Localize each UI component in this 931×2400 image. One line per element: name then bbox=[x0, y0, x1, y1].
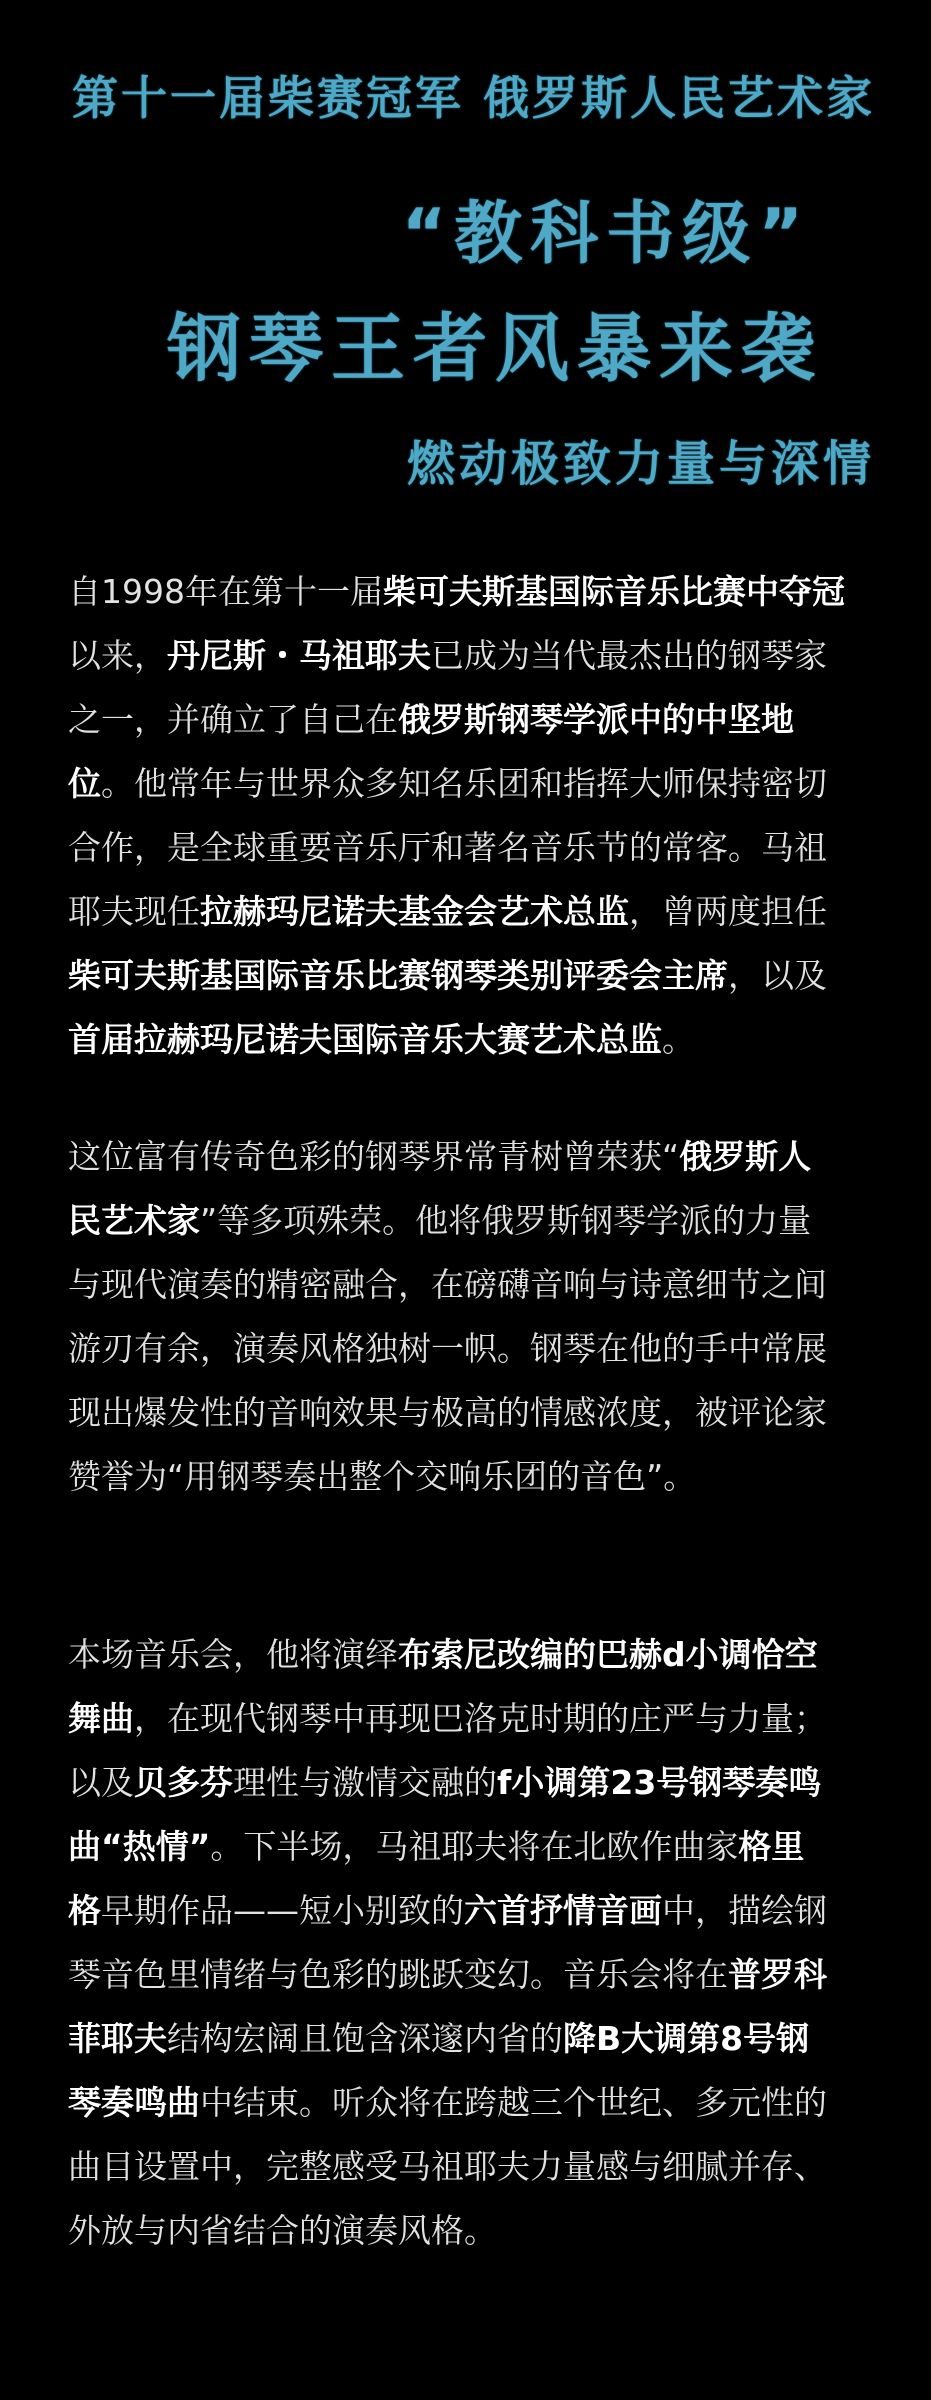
text-segment: 本场音乐会，他将演绎 bbox=[68, 1635, 398, 1674]
text-line bbox=[68, 1381, 827, 1445]
text-segment: 以及 bbox=[68, 1763, 134, 1802]
text-line bbox=[68, 1253, 827, 1317]
text-line bbox=[68, 1445, 827, 1509]
bold-text: 首届拉赫玛尼诺夫国际音乐大赛艺术总监 bbox=[68, 1020, 662, 1059]
text-segment: 理性与激情交融的 bbox=[233, 1763, 497, 1802]
text-segment: 合作，是全球重要音乐厅和著名音乐节的常客。马祖 bbox=[68, 828, 827, 867]
text-line bbox=[68, 1008, 845, 1072]
paragraph-biography bbox=[68, 560, 845, 1072]
text-line bbox=[68, 1879, 827, 1943]
text-segment: 之一，并确立了自己在 bbox=[68, 700, 398, 739]
text-segment: ，在现代钢琴中再现巴洛克时期的庄严与力量； bbox=[134, 1699, 827, 1738]
bold-text: 格里 bbox=[738, 1827, 805, 1866]
text-segment: ，曾两度担任 bbox=[629, 892, 827, 931]
text-segment: 。他常年与世界众多知名乐团和指挥大师保持密切 bbox=[101, 764, 827, 803]
text-line bbox=[68, 1189, 827, 1253]
text-line bbox=[68, 624, 845, 688]
text-segment: 游刃有余，演奏风格独树一帜。钢琴在他的手中常展 bbox=[68, 1329, 827, 1368]
text-segment: 结构宏阔且饱含深邃内省的 bbox=[167, 2019, 563, 2058]
text-line bbox=[68, 944, 845, 1008]
text-line bbox=[68, 1687, 827, 1751]
text-segment: 。下半场，马祖耶夫将在北欧作曲家 bbox=[210, 1827, 739, 1866]
bold-text: 六首抒情音画 bbox=[464, 1891, 662, 1930]
bold-text: 琴奏鸣曲 bbox=[68, 2083, 200, 2122]
text-segment: ”等多项殊荣。他将俄罗斯钢琴学派的力量 bbox=[200, 1201, 812, 1240]
bold-text: 俄罗斯人 bbox=[679, 1137, 812, 1176]
text-line bbox=[68, 1815, 827, 1879]
text-line bbox=[68, 2071, 827, 2135]
bold-text: 丹尼斯・马祖耶夫 bbox=[167, 636, 431, 675]
bold-text: 民艺术家 bbox=[68, 1201, 200, 1240]
bold-text: f小调第23号钢琴奏鸣 bbox=[497, 1763, 822, 1802]
text-segment: 以来， bbox=[68, 636, 167, 675]
text-line bbox=[68, 2199, 827, 2263]
text-segment: 曲目设置中，完整感受马祖耶夫力量感与细腻并存、 bbox=[68, 2147, 827, 2186]
text-segment: 现出爆发性的音响效果与极高的情感浓度，被评论家 bbox=[68, 1393, 827, 1432]
bold-text: 贝多芬 bbox=[134, 1763, 233, 1802]
text-line bbox=[68, 2007, 827, 2071]
bold-text: 位 bbox=[68, 764, 101, 803]
bold-text: 舞曲 bbox=[68, 1699, 134, 1738]
text-line bbox=[68, 816, 845, 880]
header-quote-textbook-level: “教科书级” bbox=[401, 195, 811, 274]
header-tagline: 燃动极致力量与深情 bbox=[406, 436, 875, 492]
bold-text: 柴可夫斯基国际音乐比赛中夺冠 bbox=[382, 572, 845, 611]
text-line bbox=[68, 1623, 827, 1687]
text-segment: 耶夫现任 bbox=[68, 892, 200, 931]
text-segment: ，以及 bbox=[728, 956, 827, 995]
bold-text: 普罗科 bbox=[728, 1955, 827, 1994]
text-line bbox=[68, 1751, 827, 1815]
text-segment: 外放与内省结合的演奏风格。 bbox=[68, 2211, 497, 2250]
text-line bbox=[68, 1943, 827, 2007]
bold-text: 柴可夫斯基国际音乐比赛钢琴类别评委会主席 bbox=[68, 956, 728, 995]
text-segment: 中，描绘钢 bbox=[662, 1891, 827, 1930]
text-line bbox=[68, 1125, 827, 1189]
bold-text: 降B大调第8号钢 bbox=[563, 2019, 810, 2058]
bold-text: 格 bbox=[68, 1891, 101, 1930]
bold-text: 拉赫玛尼诺夫基金会艺术总监 bbox=[200, 892, 629, 931]
text-line bbox=[68, 880, 845, 944]
text-segment: 自1998年在第十一届 bbox=[68, 572, 383, 611]
text-segment: 赞誉为“用钢琴奏出整个交响乐团的音色”。 bbox=[68, 1457, 697, 1496]
text-line bbox=[68, 2135, 827, 2199]
text-segment: 。 bbox=[662, 1020, 695, 1059]
text-line bbox=[68, 752, 845, 816]
text-line bbox=[68, 688, 845, 752]
paragraph-program bbox=[68, 1623, 827, 2263]
bold-text: 布索尼改编的巴赫d小调恰空 bbox=[398, 1635, 818, 1674]
bold-text: 菲耶夫 bbox=[68, 2019, 167, 2058]
text-segment: 中结束。听众将在跨越三个世纪、多元性的 bbox=[200, 2083, 827, 2122]
text-segment: 这位富有传奇色彩的钢琴界常青树曾荣获“ bbox=[68, 1137, 680, 1176]
paragraph-honors bbox=[68, 1125, 827, 1509]
text-segment: 已成为当代最杰出的钢琴家 bbox=[431, 636, 827, 675]
header-title-piano-king: 钢琴王者风暴来袭 bbox=[167, 306, 823, 392]
bold-text: 俄罗斯钢琴学派中的中坚地 bbox=[398, 700, 794, 739]
text-line bbox=[68, 560, 845, 624]
text-segment: 早期作品——短小别致的 bbox=[101, 1891, 464, 1930]
text-line bbox=[68, 1317, 827, 1381]
text-segment: 琴音色里情绪与色彩的跳跃变幻。音乐会将在 bbox=[68, 1955, 728, 1994]
header-subtitle-champion: 第十一届柴赛冠军 俄罗斯人民艺术家 bbox=[71, 71, 875, 125]
bold-text: 曲“热情” bbox=[68, 1827, 211, 1866]
text-segment: 与现代演奏的精密融合，在磅礴音响与诗意细节之间 bbox=[68, 1265, 827, 1304]
